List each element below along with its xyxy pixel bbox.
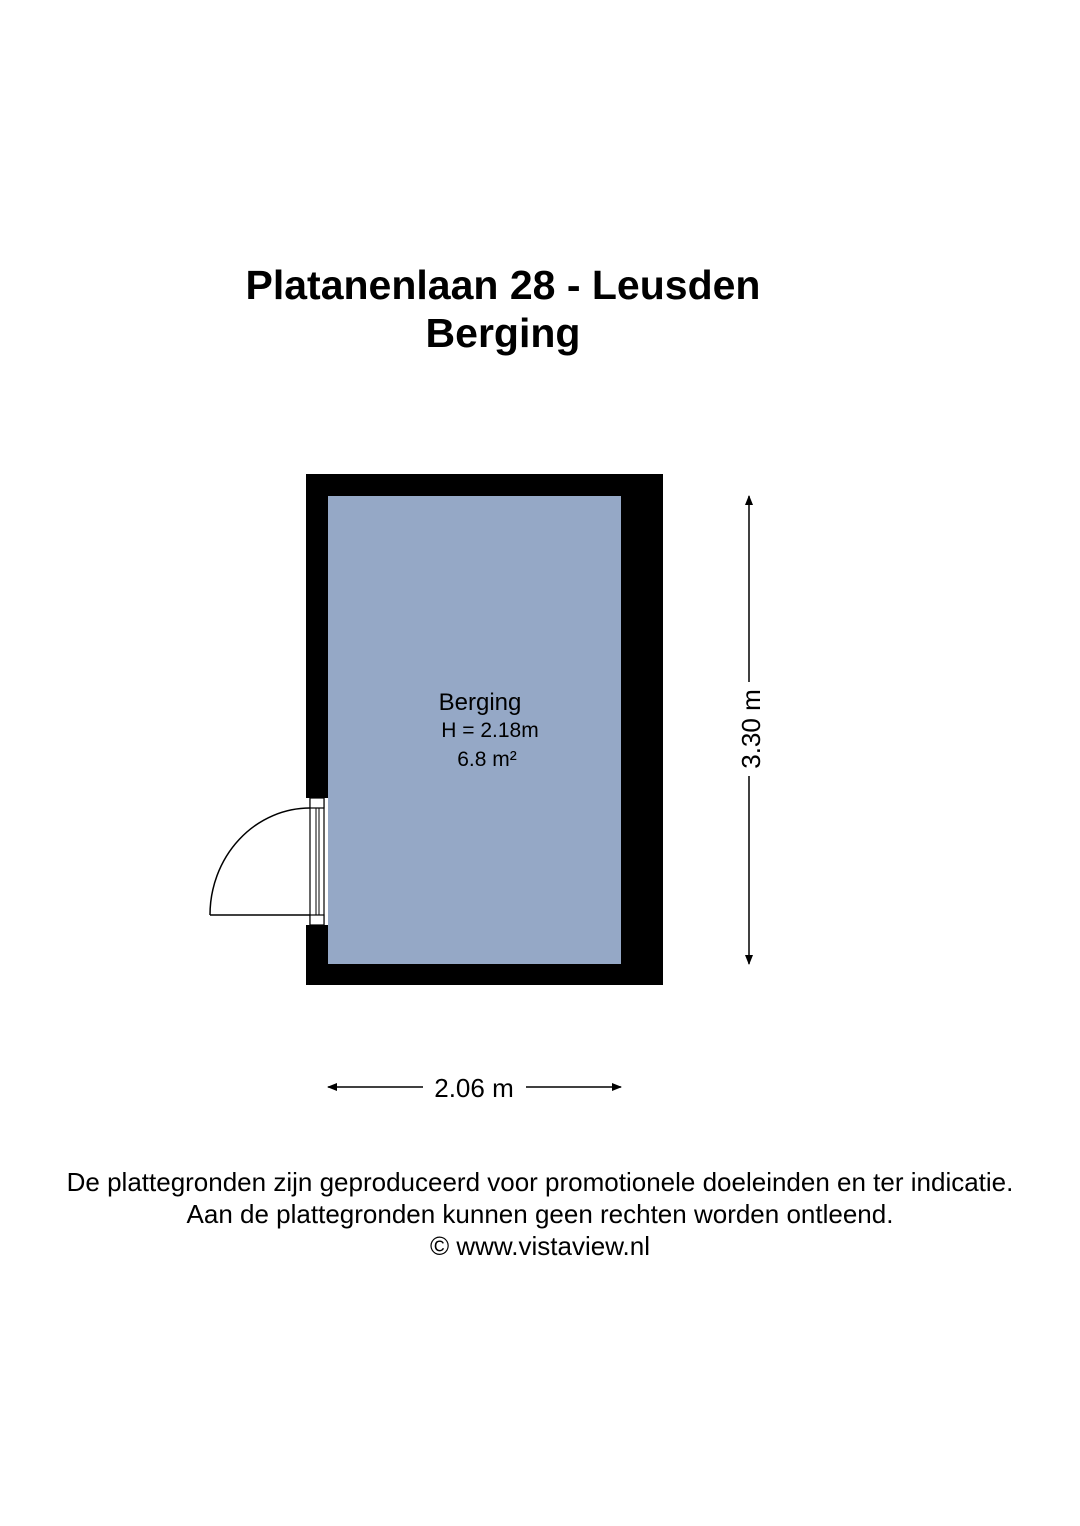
depth-dimension bbox=[736, 496, 766, 964]
room-name-label: Berging bbox=[438, 689, 522, 716]
disclaimer-text-line-1: De plattegronden zijn geproduceerd voor promotionele doeleinden en ter indicatie. bbox=[66, 1167, 1014, 1197]
door-swing-arc bbox=[210, 808, 310, 915]
wall-top bbox=[306, 474, 663, 496]
wall-left-upper bbox=[306, 474, 328, 798]
door-jamb-bottom bbox=[310, 915, 324, 925]
depth-dimension-label: 3.30 m bbox=[736, 689, 766, 769]
plan-title: Platanenlaan 28 - Leusden bbox=[245, 262, 761, 308]
disclaimer-text-line-2: Aan de plattegronden kunnen geen rechten worden ontleend. bbox=[186, 1199, 894, 1229]
wall-left-lower bbox=[306, 925, 328, 985]
room-height-label: H = 2.18m bbox=[441, 719, 539, 742]
door bbox=[210, 798, 324, 925]
wall-bottom bbox=[306, 964, 663, 985]
door-frame bbox=[310, 798, 324, 925]
plan-subtitle: Berging bbox=[425, 310, 581, 356]
width-dimension bbox=[328, 1073, 621, 1103]
room-area-label: 6.8 m² bbox=[457, 748, 517, 771]
copyright-text: © www.vistaview.nl bbox=[430, 1231, 650, 1261]
width-dimension-label: 2.06 m bbox=[434, 1073, 514, 1103]
wall-right bbox=[621, 474, 663, 985]
door-jamb-top bbox=[310, 798, 324, 808]
